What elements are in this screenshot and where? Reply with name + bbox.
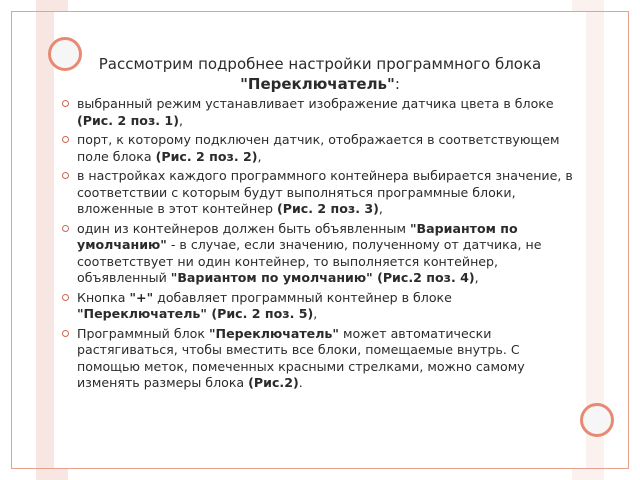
- title-colon: :: [394, 75, 400, 93]
- bullet-emphasis: "+": [129, 289, 154, 305]
- frame-right-line: [628, 11, 629, 469]
- bullet-punctuation: ,: [378, 201, 383, 216]
- bullet-text-continued: может автоматически растягиваться, чтобы вместить все блоки, помещаемые внутрь. С помощью меток, помеченных красными стрелками, можно самому изменять размеры блока: [77, 325, 525, 390]
- bullet-circle-icon: [62, 225, 69, 232]
- bullet-punctuation: ,: [474, 270, 479, 285]
- frame-bottom-line: [11, 468, 629, 469]
- bullet-circle-icon: [62, 136, 69, 143]
- bullet-emphasis: "Вариантом по умолчанию": [77, 220, 518, 252]
- bullet-reference: (Рис. 2 поз. 2): [155, 148, 258, 164]
- bullet-reference: (Рис.2): [248, 375, 299, 390]
- bullet-punctuation: ,: [178, 112, 183, 128]
- bullet-circle-icon: [62, 294, 69, 301]
- bullet-reference: (Рис. 2 поз. 3): [276, 201, 379, 216]
- list-item: [62, 168, 578, 218]
- bullet-text: один из контейнеров должен быть объявленным: [77, 220, 410, 236]
- bullet-circle-icon: [62, 172, 69, 179]
- decorative-circle-bottom-right: [580, 403, 614, 437]
- bullet-text-continued: - в случае, если значению, полученному от датчика, не соответствует ни один контейнер, то выполняется контейнер, объявленный: [77, 237, 542, 285]
- list-item: [62, 96, 578, 129]
- bullet-circle-icon: [62, 100, 69, 107]
- list-item: [62, 326, 578, 392]
- list-item: [62, 290, 578, 323]
- list-item: [62, 221, 578, 287]
- bullet-text: порт, к которому подключен датчик, отображается в соответствующем поле блока: [77, 132, 560, 164]
- bullet-text: выбранный режим устанавливает изображение датчика цвета в блоке: [77, 96, 554, 111]
- title-block-name: "Переключатель": [240, 75, 395, 93]
- bullet-punctuation: ,: [257, 148, 262, 164]
- bullet-reference: (Рис. 2 поз. 1): [77, 112, 179, 128]
- bullet-punctuation: .: [298, 375, 303, 390]
- bullet-punctuation: ,: [313, 306, 318, 321]
- bullet-text-continued: добавляет программный контейнер в блоке: [153, 289, 452, 305]
- bullet-circle-icon: [62, 330, 69, 337]
- list-item: [62, 132, 578, 165]
- bullet-emphasis: "Переключатель": [209, 325, 339, 341]
- frame-left-line: [11, 11, 12, 469]
- bullet-text: в настройках каждого программного контейнера выбирается значение, в соответствии с которым будут выполняться программные блоки, вложенные в этот контейнер: [77, 168, 573, 216]
- bullet-text: Программный блок: [77, 325, 209, 341]
- bullet-text: Кнопка: [77, 289, 130, 305]
- bullet-reference: "Переключатель" (Рис. 2 поз. 5): [77, 306, 314, 321]
- bullet-list: [62, 96, 578, 395]
- slide-title: [70, 54, 570, 94]
- title-text: Рассмотрим подробнее настройки программного блока: [98, 55, 542, 73]
- bullet-reference: "Вариантом по умолчанию" (Рис.2 поз. 4): [170, 270, 475, 285]
